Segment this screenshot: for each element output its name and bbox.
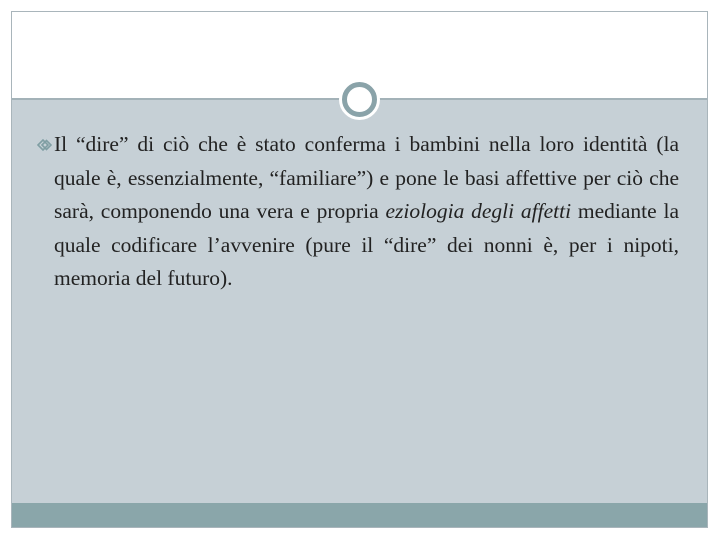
paragraph-text-part2: mediante la quale codificare l’avvenire (pure il “dire” dei nonni è, per i nipoti, memoria del futuro).	[54, 199, 679, 290]
bullet-paragraph	[34, 128, 679, 296]
paragraph-emphasis: eziologia degli affetti	[385, 199, 572, 223]
paragraph-text-part1: Il “dire” di ciò che è stato conferma i bambini nella loro identità (la quale è, essenzialmente, “familiare”) e pone le basi affettive per ciò che sarà, componendo una vera e propria	[54, 132, 679, 223]
divider-circle-icon	[342, 82, 377, 117]
diamond-bullet-icon	[34, 128, 54, 161]
